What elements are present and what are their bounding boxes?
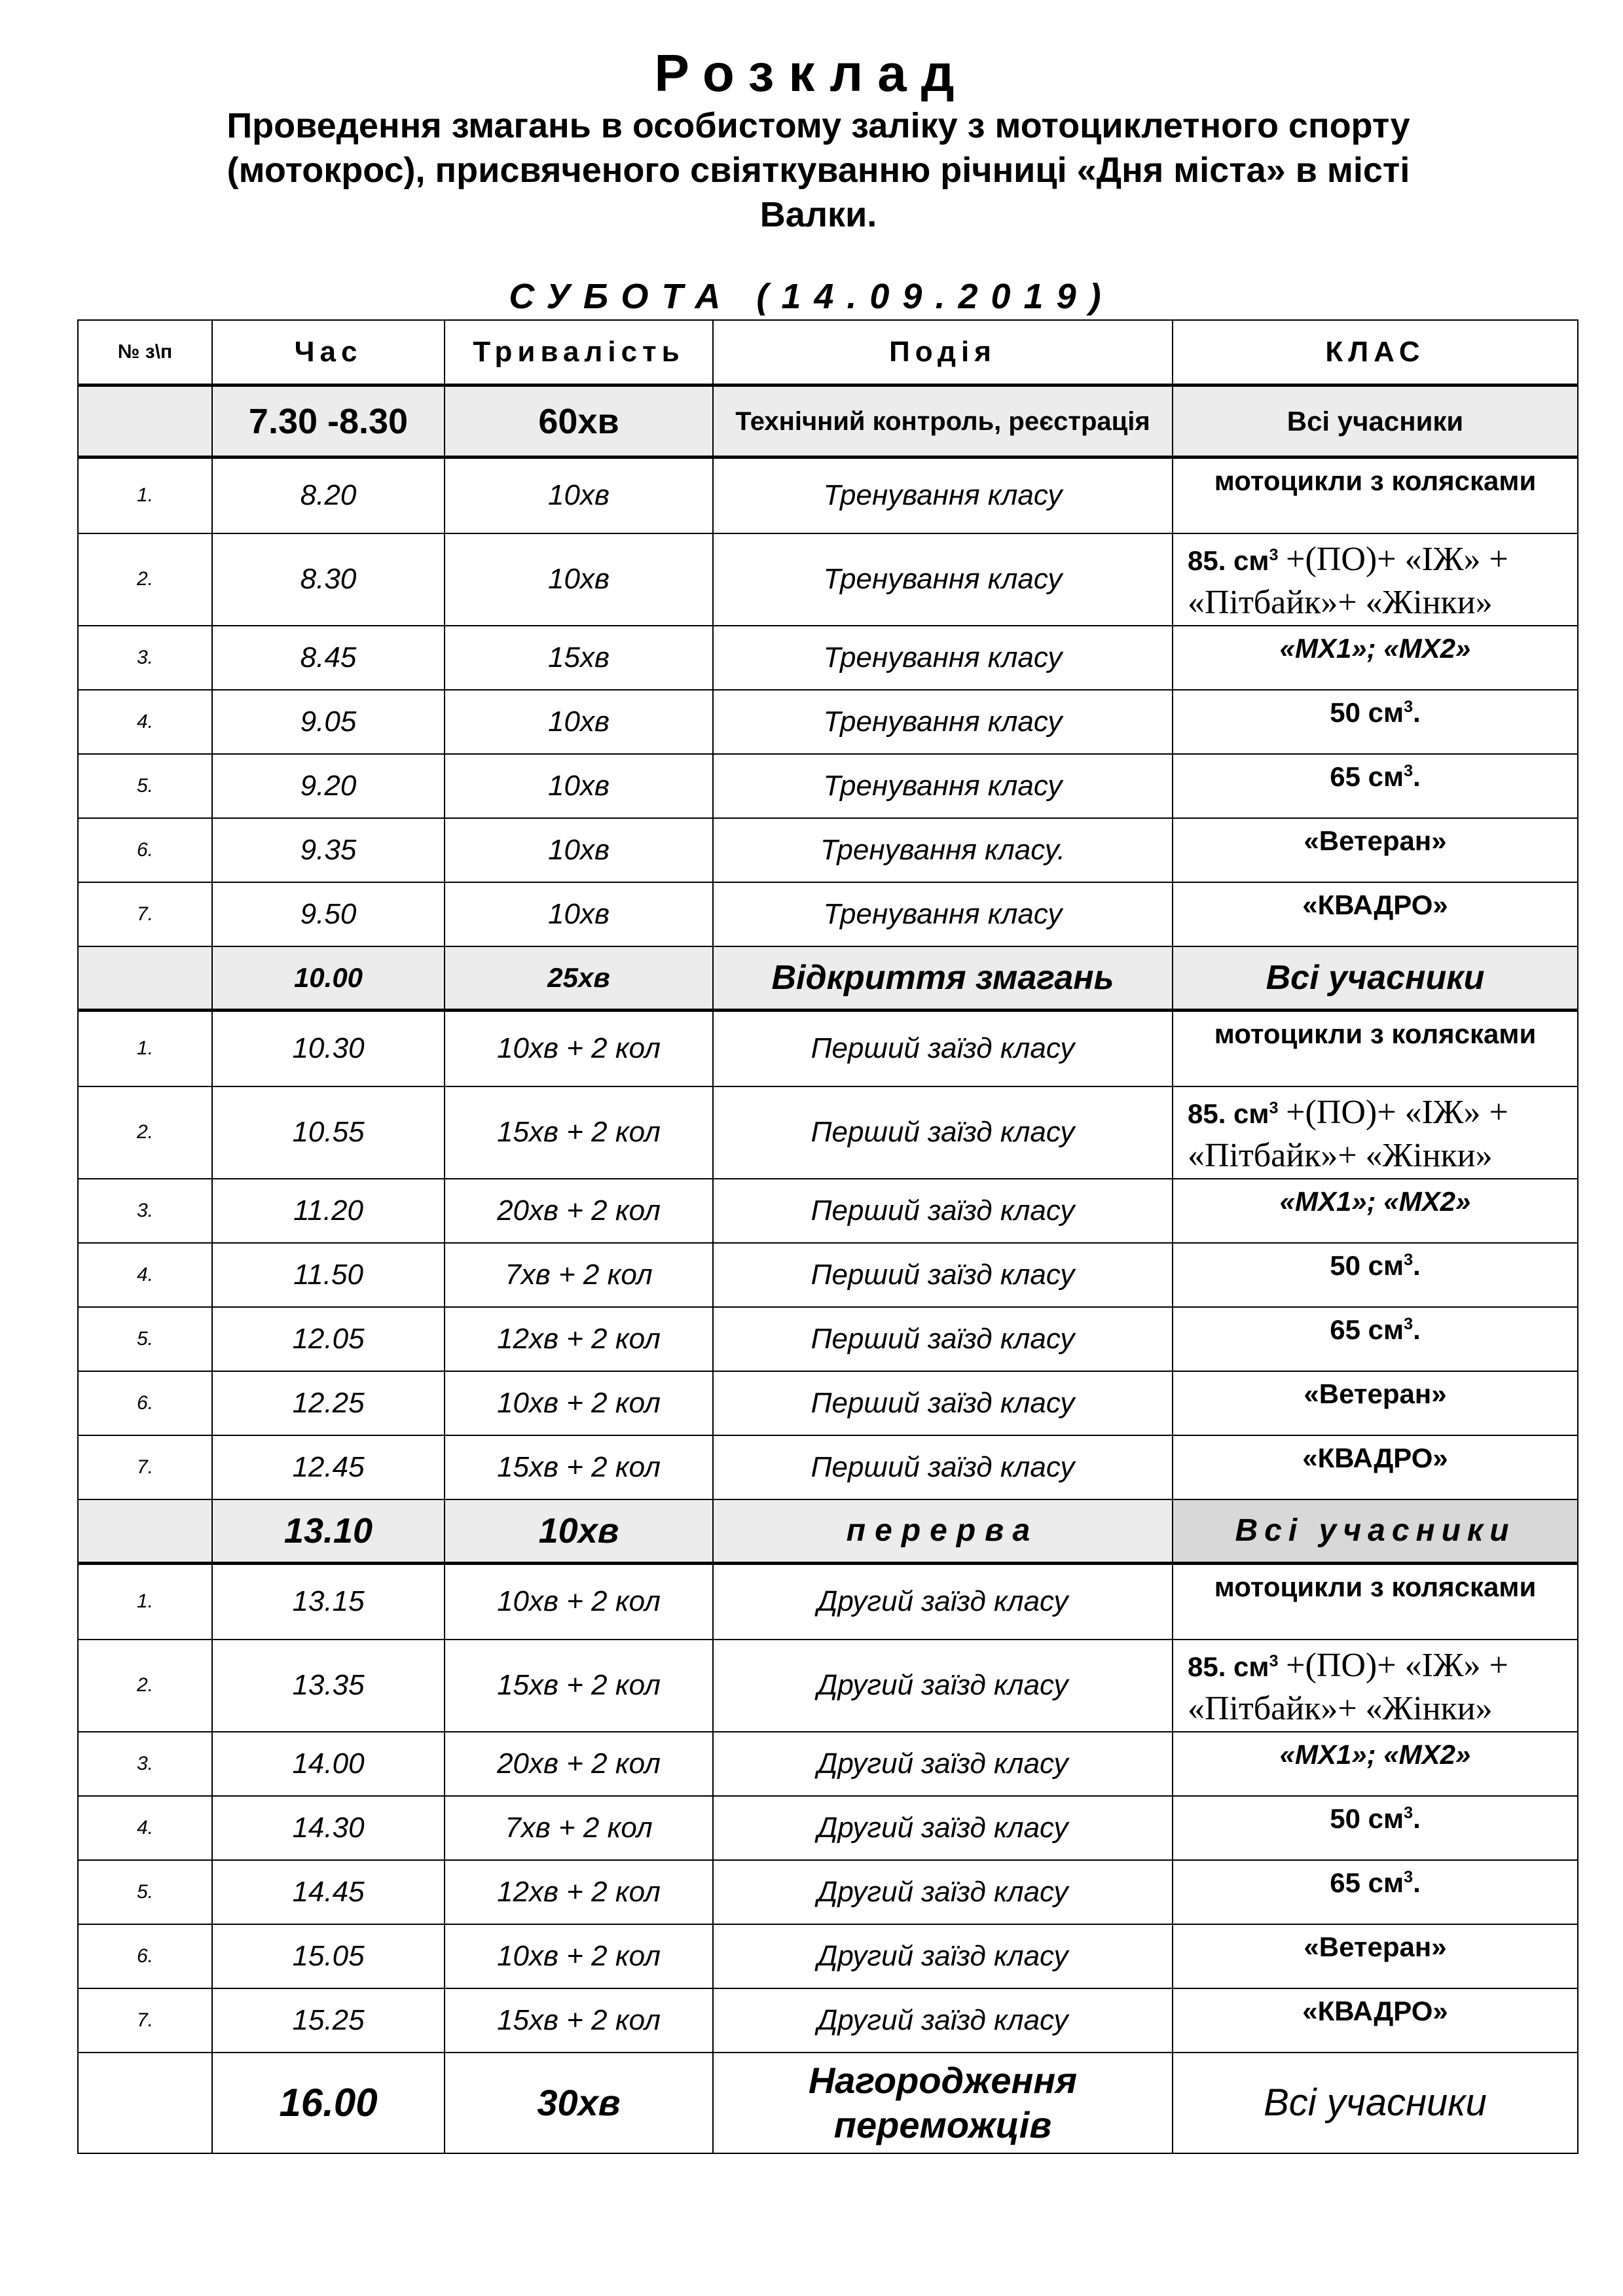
row-num: 2. [78, 1086, 212, 1179]
row-time: 9.05 [212, 690, 445, 754]
schedule-row [78, 1011, 1578, 1086]
class-mx: «МХ1»; «МХ2» [1279, 1185, 1471, 1217]
schedule-row [78, 1435, 1578, 1499]
row-time: 8.45 [212, 626, 445, 690]
row-num: 3. [78, 1732, 212, 1796]
row-event: Другий заїзд класу [713, 1924, 1173, 1988]
row-duration: 10хв + 2 кол [445, 1371, 713, 1435]
class-65: 65 см [1330, 1867, 1404, 1898]
section-event: Відкриття змагань [713, 946, 1173, 1011]
row-event: Тренування класу. [713, 818, 1173, 882]
schedule-row [78, 1732, 1578, 1796]
row-event: Другий заїзд класу [713, 1732, 1173, 1796]
schedule-table [77, 319, 1578, 2154]
section-time: 16.00 [212, 2053, 445, 2153]
row-time: 14.45 [212, 1860, 445, 1924]
section-time: 10.00 [212, 946, 445, 1011]
row-num: 3. [78, 626, 212, 690]
class-50: 50 см [1330, 696, 1404, 728]
header-event: Подія [713, 320, 1173, 386]
class-cell [1173, 626, 1578, 690]
row-time: 11.20 [212, 1179, 445, 1243]
header-time: Час [212, 320, 445, 386]
section-row-opening [78, 946, 1578, 1011]
header-duration: Тривалість [445, 320, 713, 386]
class-85-line1: +(ПО)+ «ІЖ» + [1286, 1093, 1508, 1131]
row-time: 8.20 [212, 457, 445, 533]
class-50: 50 см [1330, 1803, 1404, 1834]
day-heading: СУБОТА (14.09.2019) [509, 277, 1114, 316]
section-event: перерва [713, 1499, 1173, 1564]
row-duration: 15хв + 2 кол [445, 1988, 713, 2053]
section-event: Нагородження переможців [713, 2053, 1173, 2153]
header-class: КЛАС [1173, 320, 1578, 386]
schedule-row [78, 754, 1578, 818]
row-time: 14.30 [212, 1796, 445, 1860]
section-duration: 30хв [445, 2053, 713, 2153]
row-time: 12.25 [212, 1371, 445, 1435]
section-time: 13.10 [212, 1499, 445, 1564]
section-event: Технічний контроль, реєстрація [713, 386, 1173, 457]
class-sidecar: мотоцикли з колясками [1214, 465, 1537, 496]
section-duration: 25хв [445, 946, 713, 1011]
row-duration: 10хв + 2 кол [445, 1011, 713, 1086]
section-row-awards [78, 2053, 1578, 2153]
class-cell [1173, 1732, 1578, 1796]
row-num: 7. [78, 882, 212, 946]
row-num: 4. [78, 1796, 212, 1860]
class-85-line2: «Пітбайк»+ «Жінки» [1188, 1136, 1493, 1174]
schedule-row [78, 1860, 1578, 1924]
schedule-row [78, 457, 1578, 533]
class-veteran: «Ветеран» [1304, 1378, 1447, 1409]
row-event: Тренування класу [713, 626, 1173, 690]
class-cell [1173, 1564, 1578, 1640]
schedule-row [78, 1086, 1578, 1179]
row-event: Тренування класу [713, 754, 1173, 818]
section-class: Всі учасники [1173, 2053, 1578, 2153]
row-event: Тренування класу [713, 533, 1173, 626]
row-num: 4. [78, 690, 212, 754]
row-num: 7. [78, 1988, 212, 2053]
row-num: 2. [78, 533, 212, 626]
section-time: 7.30 -8.30 [212, 386, 445, 457]
row-event: Другий заїзд класу [713, 1564, 1173, 1640]
class-cell [1173, 1988, 1578, 2053]
row-event: Другий заїзд класу [713, 1796, 1173, 1860]
header-row [78, 320, 1578, 386]
class-cell [1173, 818, 1578, 882]
schedule-row [78, 533, 1578, 626]
class-cell: 65 $см^3$. [1173, 754, 1578, 818]
class-65: 65 см [1330, 761, 1404, 792]
row-event: Перший заїзд класу [713, 1086, 1173, 1179]
schedule-row [78, 1564, 1578, 1640]
row-num: 4. [78, 1243, 212, 1307]
row-num: 1. [78, 457, 212, 533]
class-cell: 50 $см^3$. [1173, 1796, 1578, 1860]
class-65: 65 см [1330, 1314, 1404, 1345]
class-mx: «МХ1»; «МХ2» [1279, 1738, 1471, 1770]
row-time: 9.20 [212, 754, 445, 818]
row-num: 6. [78, 818, 212, 882]
row-time: 10.55 [212, 1086, 445, 1179]
row-time: 13.35 [212, 1640, 445, 1732]
row-event: Перший заїзд класу [713, 1243, 1173, 1307]
row-duration: 10хв [445, 457, 713, 533]
class-cell [1173, 1179, 1578, 1243]
row-duration: 10хв + 2 кол [445, 1924, 713, 1988]
class-cell [1173, 1435, 1578, 1499]
section-row-registration [78, 386, 1578, 457]
row-num: 1. [78, 1564, 212, 1640]
class-50: 50 см [1330, 1249, 1404, 1281]
class-mx: «МХ1»; «МХ2» [1279, 632, 1471, 664]
class-quad: «КВАДРО» [1302, 889, 1448, 920]
row-time: 10.30 [212, 1011, 445, 1086]
row-duration: 15хв + 2 кол [445, 1086, 713, 1179]
class-cell: 85. $см^3 +(ПО)+$ «ІЖ» + «Пітбайк»+ «Жінки» [1173, 1086, 1578, 1179]
row-num: 1. [78, 1011, 212, 1086]
class-sidecar: мотоцикли з колясками [1214, 1571, 1537, 1602]
row-num: 5. [78, 1860, 212, 1924]
class-cell [1173, 457, 1578, 533]
row-duration: 7хв + 2 кол [445, 1796, 713, 1860]
row-time: 15.25 [212, 1988, 445, 2053]
header-num: № з\п [78, 320, 212, 386]
row-event: Другий заїзд класу [713, 1988, 1173, 2053]
row-num: 3. [78, 1179, 212, 1243]
class-85-line1: +(ПО)+ «ІЖ» + [1286, 540, 1508, 578]
row-num: 6. [78, 1371, 212, 1435]
row-duration: 7хв + 2 кол [445, 1243, 713, 1307]
section-class: Всі учасники [1173, 946, 1578, 1011]
row-time: 9.35 [212, 818, 445, 882]
row-num: 6. [78, 1924, 212, 1988]
row-num: 5. [78, 754, 212, 818]
schedule-row [78, 626, 1578, 690]
row-duration: 15хв + 2 кол [445, 1435, 713, 1499]
class-cell [1173, 882, 1578, 946]
section-duration: 10хв [445, 1499, 713, 1564]
row-time: 13.15 [212, 1564, 445, 1640]
class-quad: «КВАДРО» [1302, 1442, 1448, 1473]
row-duration: 10хв [445, 754, 713, 818]
row-event: Перший заїзд класу [713, 1371, 1173, 1435]
schedule-row [78, 1243, 1578, 1307]
row-num: 2. [78, 1640, 212, 1732]
document-subtitle: Проведення змагань в особистому заліку з мотоциклетного спорту (мотокрос), присвяченого свіяткуванню річниці «Дня міста» в місті Валки. [227, 106, 1410, 234]
row-event: Перший заїзд класу [713, 1435, 1173, 1499]
class-sidecar: мотоцикли з колясками [1214, 1018, 1537, 1049]
section-duration: 60хв [445, 386, 713, 457]
schedule-row [78, 1371, 1578, 1435]
schedule-row [78, 1640, 1578, 1732]
schedule-row [78, 1924, 1578, 1988]
section-class: Всі учасники [1173, 1499, 1578, 1564]
row-duration: 15хв + 2 кол [445, 1640, 713, 1732]
schedule-row [78, 1796, 1578, 1860]
row-time: 14.00 [212, 1732, 445, 1796]
row-duration: 12хв + 2 кол [445, 1860, 713, 1924]
row-event: Тренування класу [713, 882, 1173, 946]
class-veteran: «Ветеран» [1304, 825, 1447, 856]
class-cell [1173, 1371, 1578, 1435]
class-85-line1: +(ПО)+ «ІЖ» + [1286, 1646, 1508, 1684]
document-title: Розклад [654, 44, 969, 102]
row-duration: 20хв + 2 кол [445, 1179, 713, 1243]
class-cell: 85. $см^3 +(ПО)+$ «ІЖ» + «Пітбайк»+ «Жінки» [1173, 533, 1578, 626]
schedule-row [78, 882, 1578, 946]
row-duration: 15хв [445, 626, 713, 690]
class-cell: 65 $см^3$. [1173, 1307, 1578, 1371]
row-time: 9.50 [212, 882, 445, 946]
class-veteran: «Ветеран» [1304, 1931, 1447, 1962]
row-time: 11.50 [212, 1243, 445, 1307]
class-cell [1173, 1924, 1578, 1988]
schedule-row [78, 1307, 1578, 1371]
class-cell: 65 $см^3$. [1173, 1860, 1578, 1924]
class-85: 85. см [1188, 1651, 1269, 1682]
class-85-line2: «Пітбайк»+ «Жінки» [1188, 583, 1493, 621]
schedule-row [78, 1179, 1578, 1243]
schedule-row [78, 1988, 1578, 2053]
row-duration: 10хв [445, 818, 713, 882]
row-time: 12.45 [212, 1435, 445, 1499]
row-num: 5. [78, 1307, 212, 1371]
row-event: Перший заїзд класу [713, 1011, 1173, 1086]
row-duration: 12хв + 2 кол [445, 1307, 713, 1371]
row-event: Перший заїзд класу [713, 1307, 1173, 1371]
section-row-break [78, 1499, 1578, 1564]
class-cell [1173, 1011, 1578, 1086]
class-quad: «КВАДРО» [1302, 1995, 1448, 2026]
row-event: Тренування класу [713, 457, 1173, 533]
row-event: Тренування класу [713, 690, 1173, 754]
section-class: Всі учасники [1173, 386, 1578, 457]
class-85-line2: «Пітбайк»+ «Жінки» [1188, 1689, 1493, 1727]
class-cell: 50 $см^3$. [1173, 1243, 1578, 1307]
row-num: 7. [78, 1435, 212, 1499]
row-event: Другий заїзд класу [713, 1860, 1173, 1924]
row-duration: 10хв [445, 882, 713, 946]
class-cell: 85. $см^3 +(ПО)+$ «ІЖ» + «Пітбайк»+ «Жінки» [1173, 1640, 1578, 1732]
class-85: 85. см [1188, 1098, 1269, 1129]
row-event: Другий заїзд класу [713, 1640, 1173, 1732]
row-time: 15.05 [212, 1924, 445, 1988]
row-time: 8.30 [212, 533, 445, 626]
row-time: 12.05 [212, 1307, 445, 1371]
row-duration: 10хв [445, 690, 713, 754]
row-event: Перший заїзд класу [713, 1179, 1173, 1243]
schedule-row [78, 690, 1578, 754]
schedule-row [78, 818, 1578, 882]
class-cell: 50 $см^3$. [1173, 690, 1578, 754]
row-duration: 10хв [445, 533, 713, 626]
class-85: 85. см [1188, 545, 1269, 576]
row-duration: 10хв + 2 кол [445, 1564, 713, 1640]
row-duration: 20хв + 2 кол [445, 1732, 713, 1796]
